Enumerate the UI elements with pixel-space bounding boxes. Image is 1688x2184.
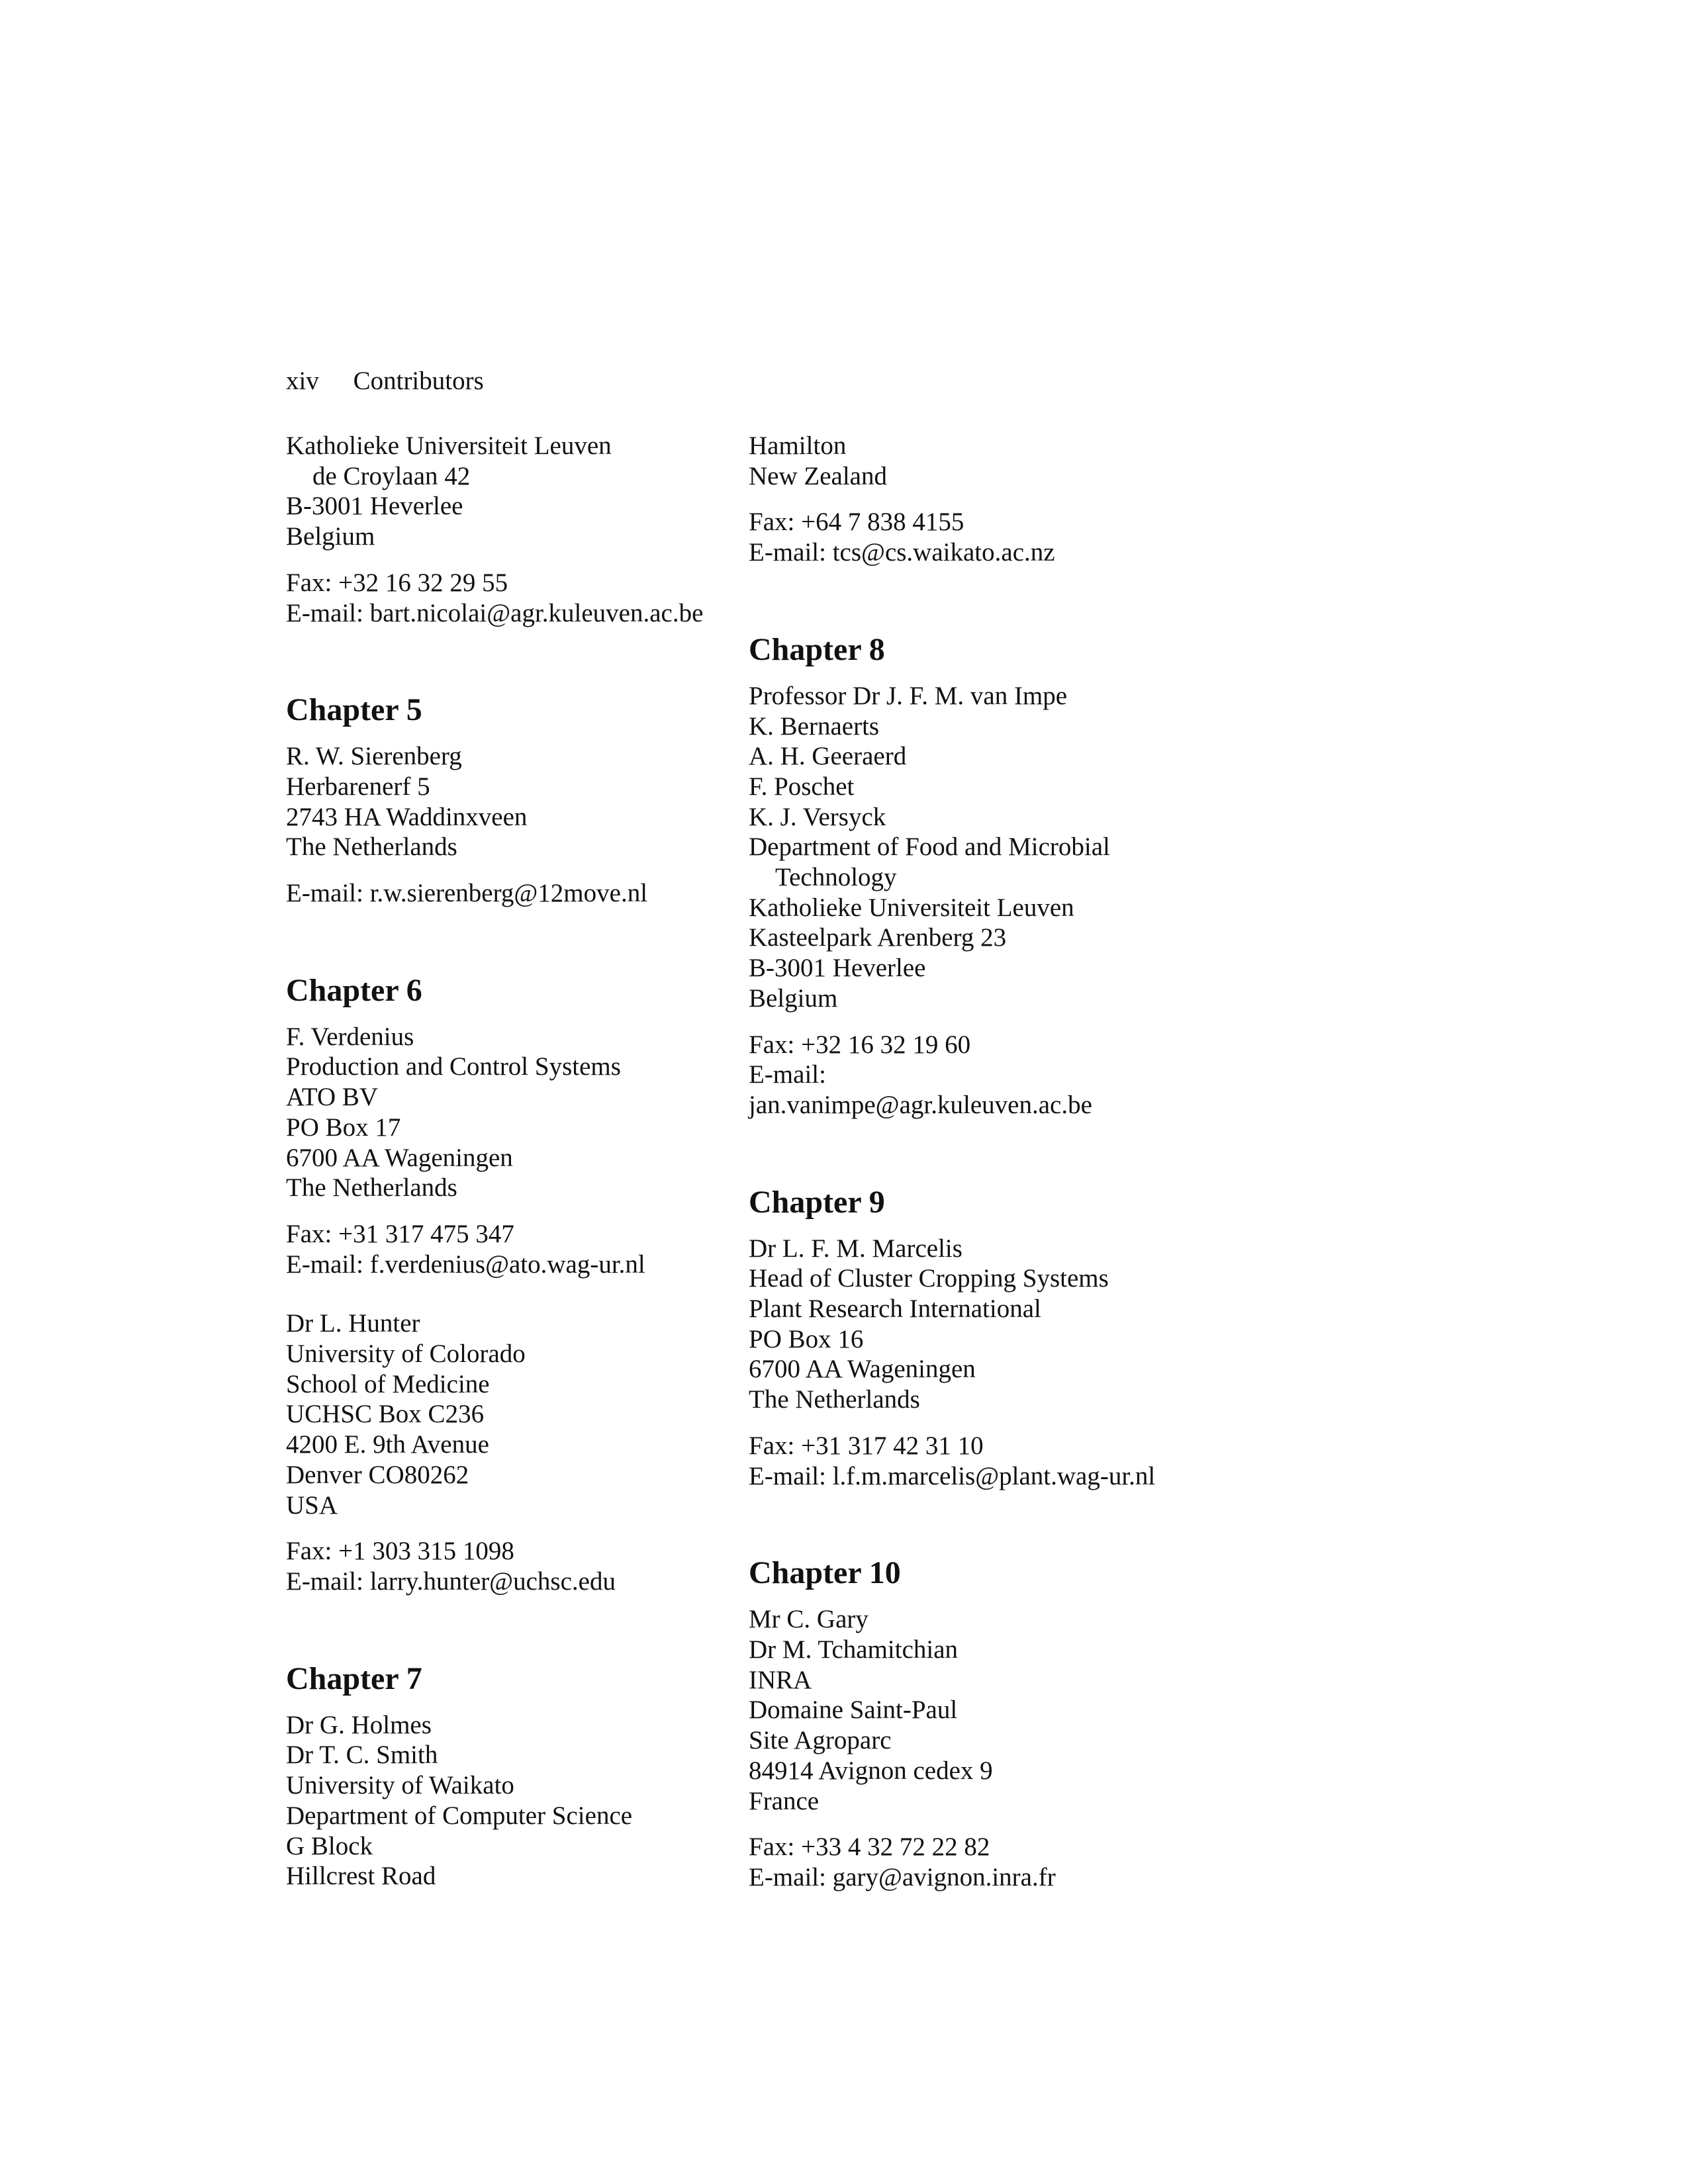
address-line: The Netherlands	[286, 1173, 457, 1203]
chapter-5-section	[286, 694, 736, 909]
address-line: 6700 AA Wageningen	[749, 1355, 976, 1384]
chapter-6-section	[286, 974, 736, 1597]
address-line: K. J. Versyck	[749, 802, 886, 831]
chapter-heading: Chapter 9	[749, 1184, 885, 1220]
fax-line: Fax: +1 303 315 1098	[286, 1537, 514, 1566]
chapter-heading: Chapter 8	[749, 631, 885, 667]
chapter-heading: Chapter 6	[286, 972, 422, 1008]
page-number: xiv	[286, 367, 319, 395]
address-line: The Netherlands	[749, 1385, 920, 1414]
chapter-10-section	[749, 1557, 1291, 1892]
address-line: Denver CO80262	[286, 1460, 469, 1489]
address-line: Department of Food and Microbial	[749, 833, 1110, 862]
address-line: Dr T. C. Smith	[286, 1741, 438, 1770]
email-line: E-mail: larry.hunter@uchsc.edu	[286, 1567, 616, 1596]
fax-line: Fax: +32 16 32 29 55	[286, 568, 508, 597]
running-title: Contributors	[353, 367, 484, 395]
address-line: University of Waikato	[286, 1771, 514, 1800]
address-line: Dr L. Hunter	[286, 1309, 420, 1338]
email-line: E-mail: gary@avignon.inra.fr	[749, 1862, 1056, 1891]
address-line: B-3001 Heverlee	[749, 954, 926, 983]
address-line: Head of Cluster Cropping Systems	[749, 1264, 1109, 1293]
address-line: Hamilton	[749, 432, 847, 460]
fax-line: Fax: +64 7 838 4155	[749, 508, 964, 537]
address-line: 84914 Avignon cedex 9	[749, 1756, 993, 1785]
fax-line: Fax: +32 16 32 19 60	[749, 1030, 971, 1059]
address-line: K. Bernaerts	[749, 711, 880, 741]
chapter-9-section	[749, 1186, 1291, 1492]
address-line: UCHSC Box C236	[286, 1400, 485, 1429]
email-line: E-mail: f.verdenius@ato.wag-ur.nl	[286, 1250, 645, 1279]
email-line: jan.vanimpe@agr.kuleuven.ac.be	[749, 1090, 1092, 1119]
address-line: Hillcrest Road	[286, 1862, 436, 1891]
chapter-7-continued	[749, 431, 1291, 568]
address-line: Site Agroparc	[749, 1726, 892, 1755]
chapter-heading: Chapter 10	[749, 1555, 901, 1591]
address-line: Herbarenerf 5	[286, 772, 430, 801]
left-column	[286, 431, 736, 1891]
address-line: Department of Computer Science	[286, 1801, 633, 1830]
address-line: 6700 AA Wageningen	[286, 1143, 513, 1172]
address-line: 4200 E. 9th Avenue	[286, 1430, 489, 1459]
address-line: School of Medicine	[286, 1369, 490, 1398]
address-line: Plant Research International	[749, 1295, 1041, 1324]
contributor-block-continued	[286, 431, 736, 628]
address-line: de Croylaan 42	[312, 461, 471, 490]
running-head	[286, 366, 484, 396]
address-line: G Block	[286, 1831, 373, 1860]
fax-line: Fax: +31 317 475 347	[286, 1219, 514, 1248]
address-line: F. Poschet	[749, 772, 855, 801]
address-line: University of Colorado	[286, 1340, 526, 1369]
chapter-7-section	[286, 1662, 736, 1891]
address-line: Kasteelpark Arenberg 23	[749, 923, 1007, 952]
address-line: ATO BV	[286, 1083, 379, 1112]
address-line: Belgium	[749, 983, 838, 1013]
address-line: INRA	[749, 1665, 812, 1694]
chapter-8-section	[749, 633, 1291, 1120]
address-line: The Netherlands	[286, 833, 457, 862]
address-line: Production and Control Systems	[286, 1052, 621, 1081]
address-line: PO Box 16	[749, 1324, 864, 1353]
right-column	[749, 431, 1291, 1893]
email-line: E-mail: tcs@cs.waikato.ac.nz	[749, 538, 1055, 567]
address-line: PO Box 17	[286, 1113, 401, 1142]
address-line: Dr M. Tchamitchian	[749, 1635, 959, 1664]
address-line: 2743 HA Waddinxveen	[286, 802, 528, 831]
email-line: E-mail: l.f.m.marcelis@plant.wag-ur.nl	[749, 1461, 1156, 1490]
address-line: F. Verdenius	[286, 1022, 414, 1051]
address-line: France	[749, 1786, 820, 1815]
address-line: Mr C. Gary	[749, 1605, 868, 1634]
email-line: E-mail: bart.nicolai@agr.kuleuven.ac.be	[286, 598, 704, 627]
address-line: Domaine Saint-Paul	[749, 1696, 958, 1725]
fax-line: Fax: +33 4 32 72 22 82	[749, 1833, 990, 1862]
chapter-heading: Chapter 5	[286, 692, 422, 728]
address-line: Dr G. Holmes	[286, 1710, 432, 1739]
chapter-heading: Chapter 7	[286, 1661, 422, 1696]
address-line: Katholieke Universiteit Leuven	[749, 893, 1074, 922]
fax-line: Fax: +31 317 42 31 10	[749, 1431, 984, 1460]
email-line: E-mail: r.w.sierenberg@12move.nl	[286, 879, 648, 908]
address-line: Technology	[775, 863, 897, 892]
address-line: Dr L. F. M. Marcelis	[749, 1234, 962, 1263]
address-line: A. H. Geeraerd	[749, 742, 907, 771]
address-line: New Zealand	[749, 461, 887, 490]
address-line: Katholieke Universiteit Leuven	[286, 432, 612, 460]
address-line: Professor Dr J. F. M. van Impe	[749, 681, 1068, 710]
address-line: Belgium	[286, 522, 375, 551]
address-line: R. W. Sierenberg	[286, 742, 462, 771]
address-line: USA	[286, 1490, 338, 1520]
email-label: E-mail:	[749, 1060, 826, 1089]
address-line: B-3001 Heverlee	[286, 492, 463, 521]
